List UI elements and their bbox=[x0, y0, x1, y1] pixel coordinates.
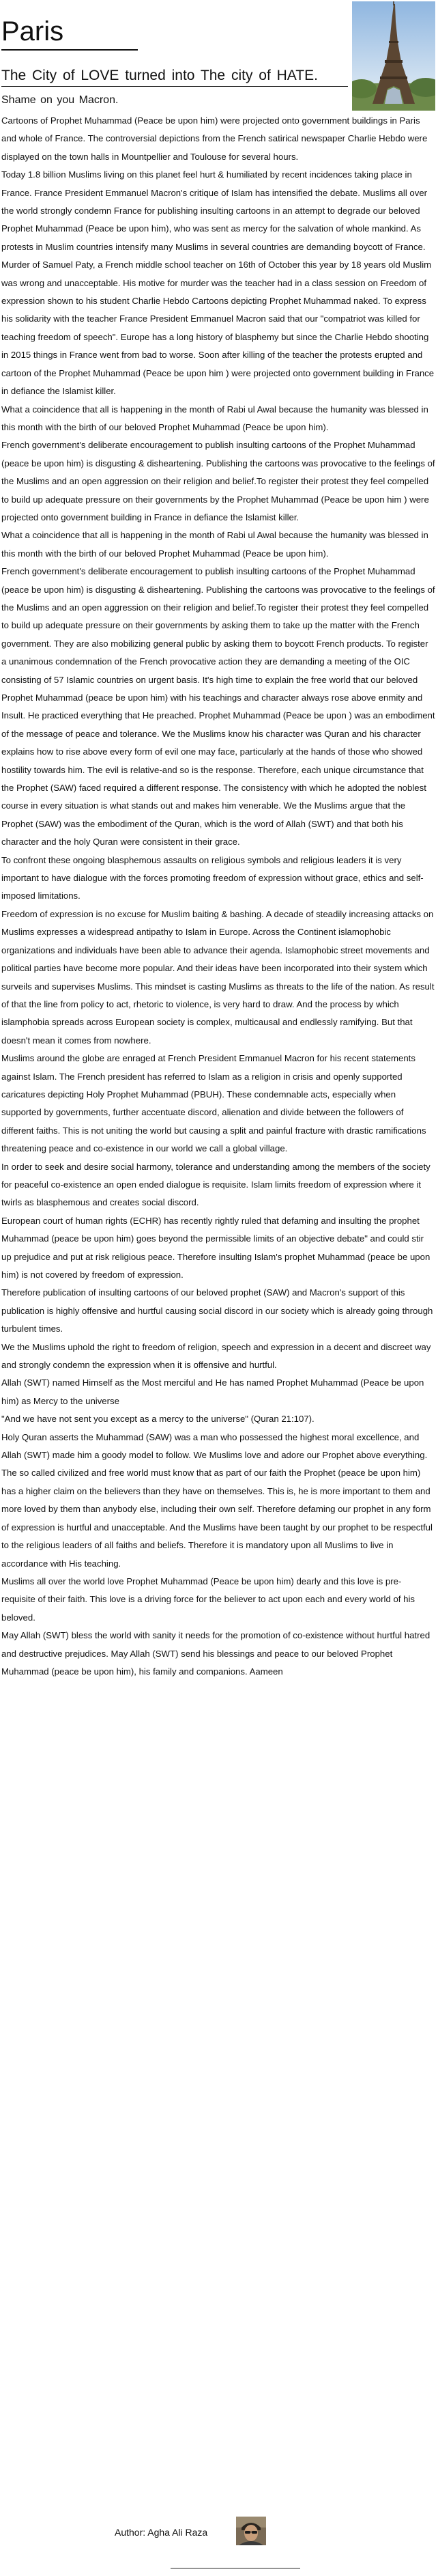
article-paragraph: Muslims all over the world love Prophet Muhammad (Peace be upon him) dearly and this love is pre-requisite of their faith. This love is a driving force for the believer to act upon each and every world of his beloved. bbox=[1, 1576, 415, 1623]
article-paragraph: To confront these ongoing blasphemous assaults on religious symbols and religious leaders it is very important to have dialogue with the forces promoting freedom of expression without grace, ethics and self-imposed limitations. bbox=[1, 854, 424, 901]
article-body bbox=[1, 112, 435, 1681]
article-paragraph: French government's deliberate encouragement to publish insulting cartoons of the Prophet Muhammad (peace be upon him) is disgusting & disheartening. Publishing the cartoons was provocative to the feelings of the Muslims and an open aggression on their religion and belief.To register their protest they feel compelled to build up adequate pressure on their governments by asking them to take up the matter with the French government. They are also mobilizing general public by asking them to boycott French products. To register a unanimous condemnation of the French provocative action they are demanding a meeting of the OIC consisting of 57 Islamic countries on urgent basis. It's high time to explain the free world that our beloved Prophet Muhammad (peace be upon him) with his teachings and character always rose above enmity and Insult. He practiced everything that He preached. Prophet Muhammad (Peace be upon ) was an embodiment of the message of peace and tolerance. We the Muslims know his character was Quran and his character explains how to rise above every form of evil one may face, particularly at the hands of those who showed hostility towards him. The evil is relative-and so is the response. Therefore, each unique circumstance that the Prophet (SAW) faced required a different response. The consistency with which he adopted the noblest course in every situation is what stands out and makes him venerable. We the Muslims argue that the Prophet (SAW) was the embodiment of the Quran, which is the word of Allah (SWT) and that both his character and the holy Quran were consistent in their grace. bbox=[1, 566, 435, 848]
article-paragraph: What a coincidence that all is happening in the month of Rabi ul Awal because the humanity was blessed in this month with the birth of our beloved Prophet Muhammad (Peace be upon him). bbox=[1, 404, 428, 432]
title-underline bbox=[1, 49, 138, 51]
article-paragraph: Murder of Samuel Paty, a French middle school teacher on 16th of October this year by 18 years old Muslim was wrong and unacceptable. His motive for murder was the teacher had in a class session on Freedom of expression shown to his student Charlie Hebdo Cartoons depicting Prophet Muhammad naked. To express his solidarity with the teacher France President Emmanuel Macron said that our "compatriot was killed for teaching freedom of speech". Europe has a long history of blasphemy but since the Charlie Hebdo shooting in 2015 things in France went from bad to worse. Soon after killing of the teacher the protests erupted and cartoon of the Prophet Muhammad (Peace be upon him ) were projected onto government building in France in defiance the Islamist killer. bbox=[1, 260, 435, 397]
eiffel-tower-icon bbox=[352, 1, 435, 111]
article-subtitle: The City of LOVE turned into The city of HATE. bbox=[1, 68, 318, 83]
article-paragraph: Muslims around the globe are enraged at French President Emmanuel Macron for his recent statements against Islam. The French president has referred to Islam as a religion in crisis and openly supported caricatures depicting Holy Prophet Muhammad (PBUH). These condemnable acts, especially when supported by governments, further accentuate discord, alienation and divide between the followers of different faiths. This is not uniting the world but causing a split and painful fracture with drastic ramifications threatening peace and co-existence in our world we call a global village. bbox=[1, 1053, 426, 1154]
article-paragraph: We the Muslims uphold the right to freedom of religion, speech and expression in a decent and discreet way and strongly condemn the expression when it is offensive and hurtful. bbox=[1, 1341, 431, 1371]
article-paragraph: Holy Quran asserts the Muhammad (SAW) was a man who possessed the highest moral excellence, and Allah (SWT) made him a goody model to follow. We Muslims love and adore our Prophet above everything. bbox=[1, 1431, 428, 1461]
article-paragraph: The so called civilized and free world must know that as part of our faith the Prophet (peace be upon him) has a higher claim on the believers than they have on themselves. This is, he is more important to them and more loved by them than anybody else, including their own self. Therefore defaming our prophet in any form of expression is hurtful and unacceptable. And the Muslims have been taught by our prophet to be respectful to the religious leaders of all faiths and beliefs. Therefore it is mandatory upon all Muslims to live in accordance with His teaching. bbox=[1, 1468, 433, 1569]
subtitle-underline bbox=[1, 86, 348, 87]
article-greeting: Shame on you Macron. bbox=[1, 94, 119, 106]
article-title: Paris bbox=[1, 16, 64, 46]
author-photo-icon bbox=[236, 2517, 266, 2545]
article-paragraph: European court of human rights (ECHR) has recently rightly ruled that defaming and insulting the prophet Muhammad (peace be upon him) goes beyond the permissible limits of an objective debate" and could stir up prejudice and put at risk religious peace. Therefore insulting Islam's prophet Muhammad (peace be upon him) is not covered by freedom of expression. bbox=[1, 1215, 430, 1280]
article-paragraph: What a coincidence that all is happening in the month of Rabi ul Awal because the humanity was blessed in this month with the birth of our beloved Prophet Muhammad (Peace be upon him). bbox=[1, 530, 428, 559]
article-paragraph: May Allah (SWT) bless the world with sanity it needs for the promotion of co-existence without hurtful hatred and destructive prejudices. May Allah (SWT) send his blessings and peace to our beloved Prophet Muhammad (peace be upon him), his family and companions. Aameen bbox=[1, 1630, 430, 1677]
article-paragraph: Today 1.8 billion Muslims living on this planet feel hurt & humiliated by recent incidences taking place in France. France President Emmanuel Macron's critique of Islam has intensified the debate. Muslims all over the world strongly condemn France for publishing insulting cartoons in an attempt to degrade our beloved Prophet Muhammad (Peace be upon him), who was sent as mercy for the salvation of whole mankind. As protests in Muslim countries intensify many Muslims in several countries are demanding boycott of France. bbox=[1, 169, 428, 252]
article-paragraph: Cartoons of Prophet Muhammad (Peace be upon him) were projected onto government buildings in Paris and whole of France. The controversial depictions from the French satirical newspaper Charlie Hebdo were displayed on the town halls in Mountpellier and Toulouse for several hours. bbox=[1, 115, 428, 162]
author-credit: Author: Agha Ali Raza bbox=[115, 2527, 208, 2538]
article-paragraph: In order to seek and desire social harmony, tolerance and understanding among the members of the society for peaceful co-existence an open ended dialogue is requisite. Islam limits freedom of expression where it twirls as blasphemous and creates social discord. bbox=[1, 1161, 430, 1208]
article-paragraph: "And we have not sent you except as a mercy to the universe" (Quran 21:107). bbox=[1, 1414, 315, 1425]
article-paragraph: French government's deliberate encouragement to publish insulting cartoons of the Prophet Muhammad (peace be upon him) is disgusting & disheartening. Publishing the cartoons was provocative to the feelings of the Muslims and an open aggression on their religion and belief.To register their protest they feel compelled to build up adequate pressure on their governments by the Prophet Muhammad (Peace be upon him ) were projected onto government building in France in defiance the Islamist killer. bbox=[1, 440, 435, 522]
article-paragraph: Therefore publication of insulting cartoons of our beloved prophet (SAW) and Macron's support of this publication is highly offensive and hurtful causing social discord in our society which is already going through turbulent times. bbox=[1, 1287, 433, 1334]
article-paragraph: Allah (SWT) named Himself as the Most merciful and He has named Prophet Muhammad (Peace be upon him) as Mercy to the universe bbox=[1, 1377, 424, 1406]
article-paragraph: Freedom of expression is no excuse for Muslim baiting & bashing. A decade of steadily increasing attacks on Muslims expresses a widespread antipathy to Islam in Europe. Across the Continent islamophobic organizations and individuals have been able to advance their agenda. Islamophobic street movements and political parties have become more popular. And their ideas have been incorporated into their system which surveils and supervises Muslims. This mindset is casting Muslims as threats to the life of the nation. As result of that the line from policy to act, rhetoric to violence, is very hard to draw. And the process by which islamphobia spreads across European society is complex, multicausal and endlessly ramifying. But that doesn't mean it comes from nowhere. bbox=[1, 908, 435, 1046]
